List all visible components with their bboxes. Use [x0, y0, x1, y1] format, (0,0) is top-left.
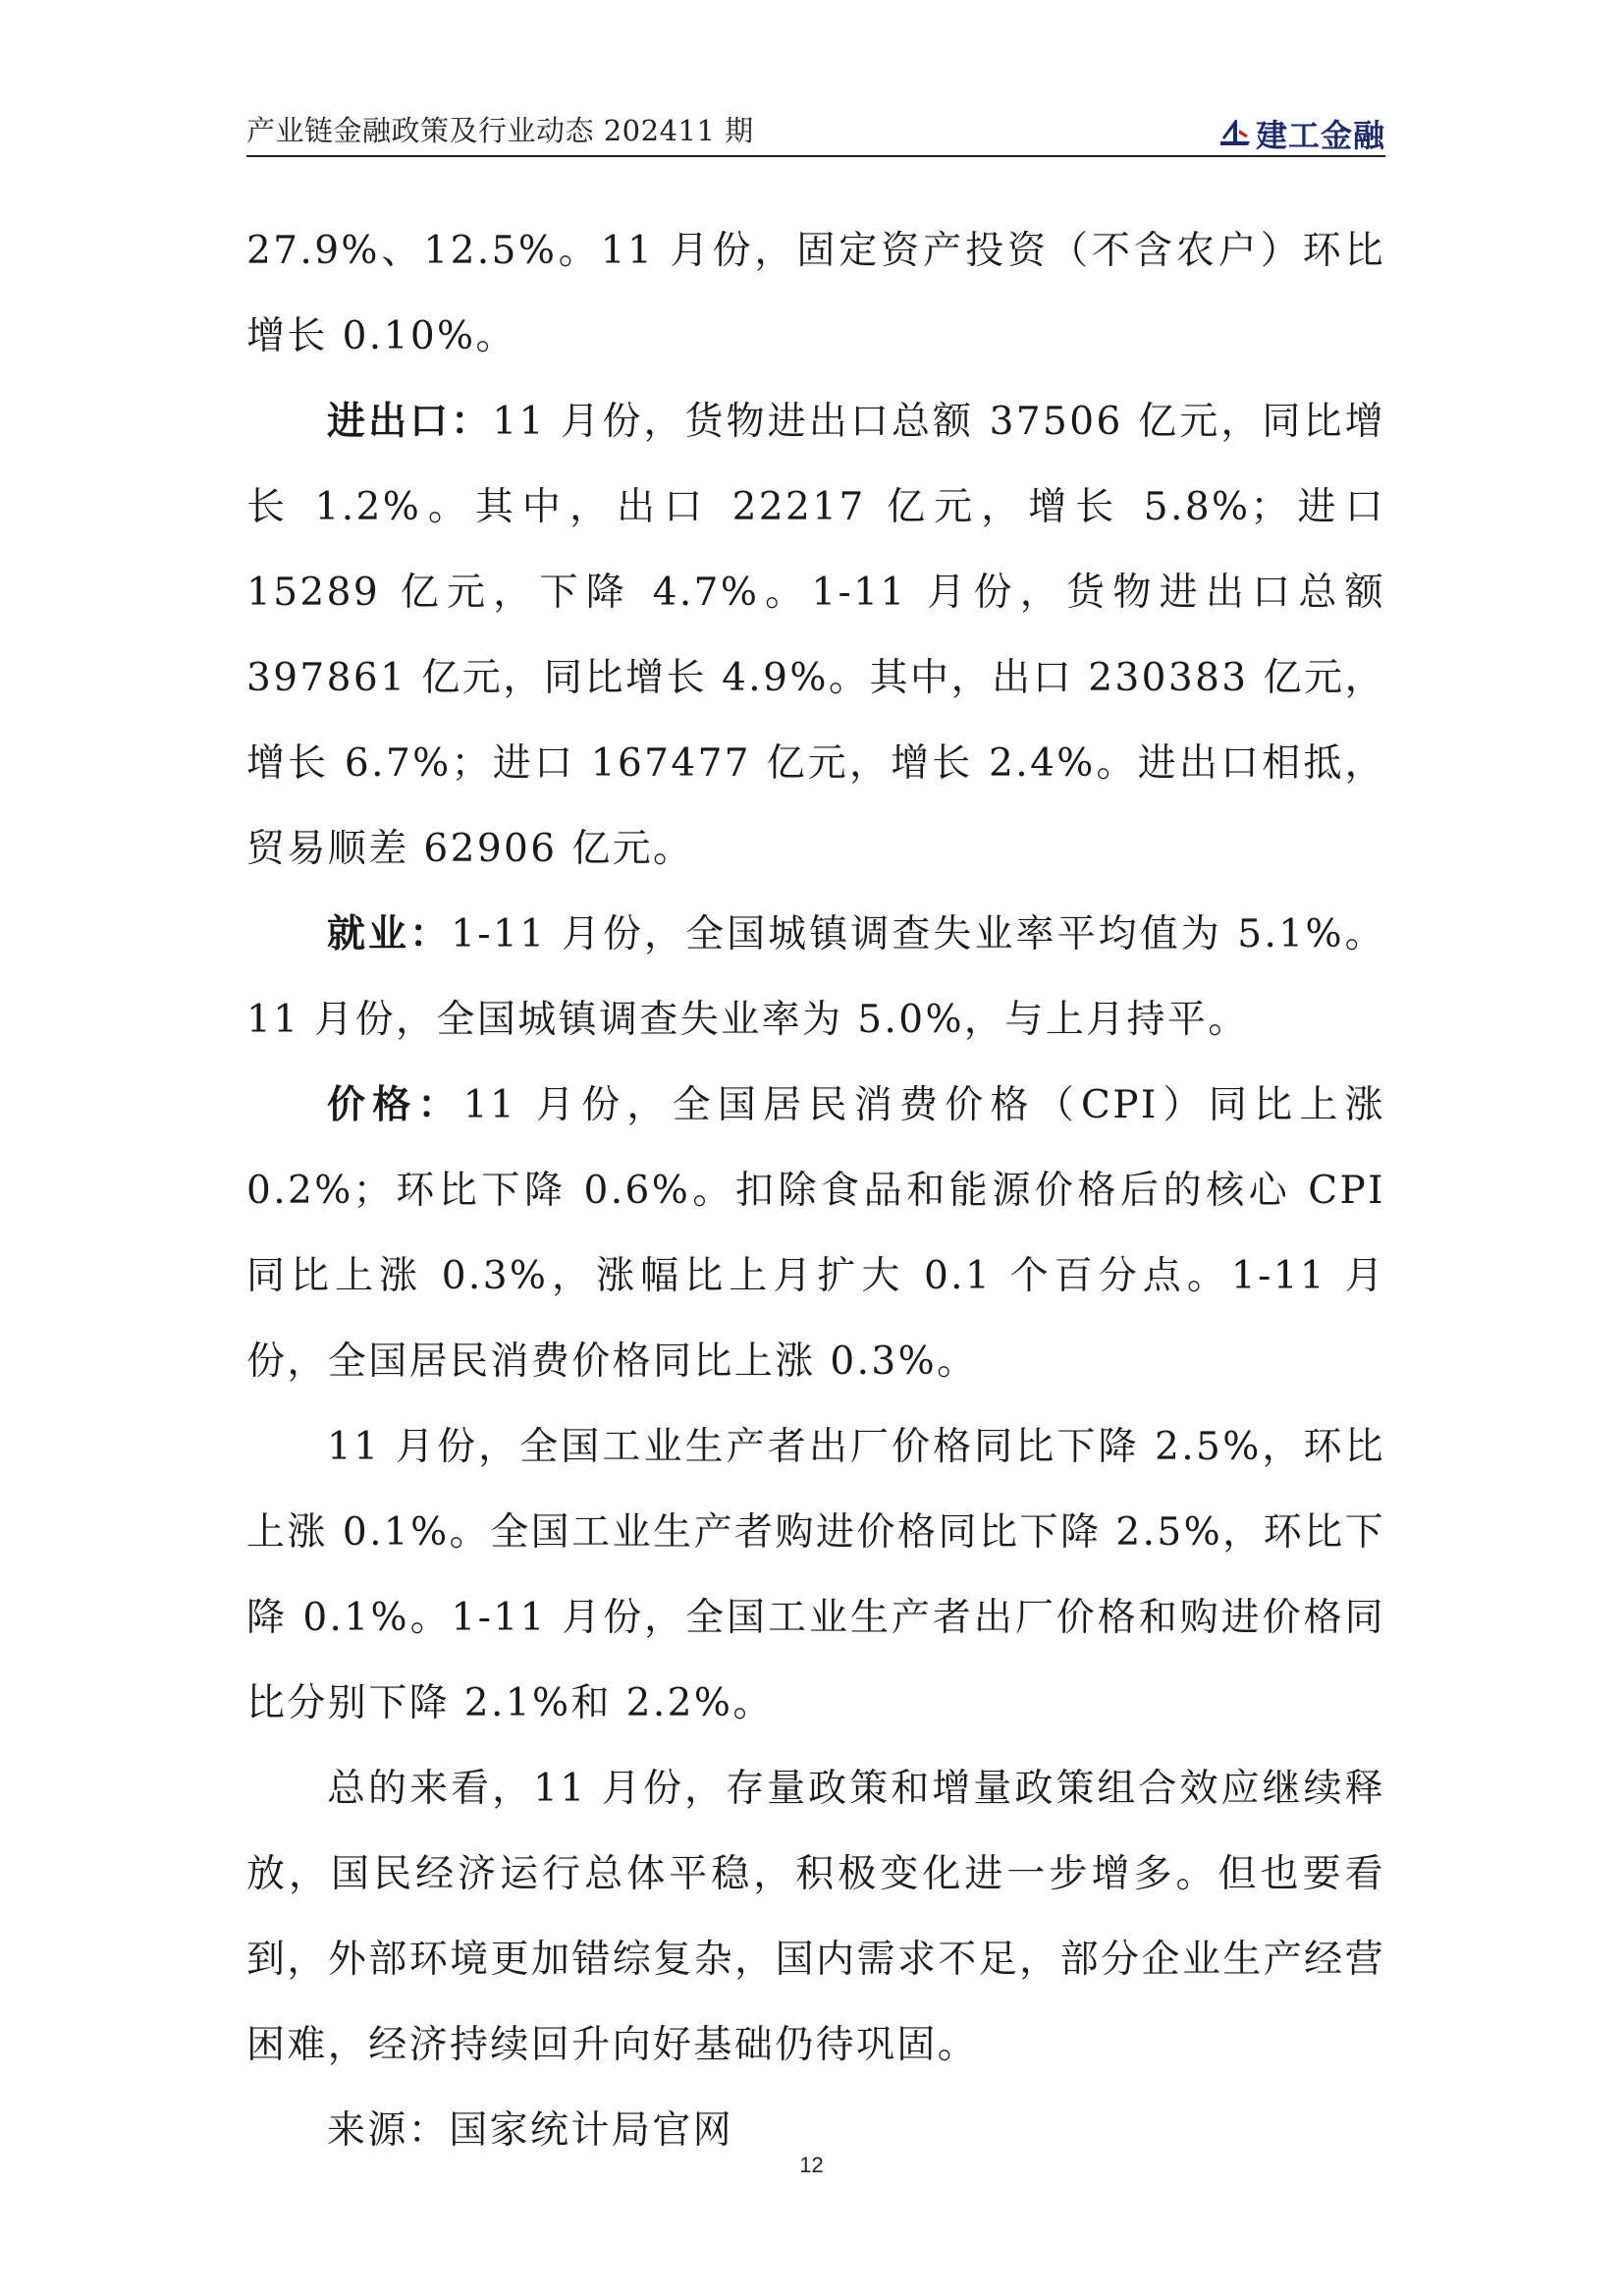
paragraph-text: 总的来看，11 月份，存量政策和增量政策组合效应继续释放，国民经济运行总体平稳，积极变化进一步增多。但也要看到，外部环境更加错综复杂，国内需求不足，部分企业生产经营困难，经济持续回升向好基础仍待巩固。	[246, 1767, 1385, 2067]
paragraph-trade	[246, 379, 1385, 892]
page-number: 12	[799, 2153, 824, 2177]
paragraph-investment-continued	[246, 208, 1385, 379]
paragraph-text: 11 月份，货物进出口总额 37506 亿元，同比增长 1.2%。其中，出口 22217 亿元，增长 5.8%；进口 15289 亿元，下降 4.7%。1-11 月份，货物进出口总额 397861 亿元，同比增长 4.9%。其中，出口 230383 亿元，增长 6.7%；进口 167477 亿元，增长 2.4%。进出口相抵，贸易顺差 62906 亿元。	[246, 400, 1385, 871]
paragraph-text: 27.9%、12.5%。11 月份，固定资产投资（不含农户）环比增长 0.10%。	[246, 229, 1385, 358]
section-lead-prices: 价格：	[327, 1083, 463, 1127]
paragraph-prices	[246, 1063, 1385, 1404]
page-header	[246, 110, 1385, 157]
header-title: 产业链金融政策及行业动态 202411 期	[246, 114, 754, 147]
paragraph-text: 1-11 月份，全国城镇调查失业率平均值为 5.1%。11 月份，全国城镇调查失业率为 5.0%，与上月持平。	[246, 912, 1386, 1042]
header-brand	[1218, 116, 1385, 154]
section-lead-employment: 就业：	[327, 912, 452, 957]
document-body	[246, 208, 1385, 2173]
paragraph-text: 11 月份，全国居民消费价格（CPI）同比上涨 0.2%；环比下降 0.6%。扣除食品和能源价格后的核心 CPI 同比上涨 0.3%，涨幅比上月扩大 0.1 个百分点。1-11 月份，全国居民消费价格同比上涨 0.3%。	[246, 1083, 1386, 1384]
section-lead-trade: 进出口：	[327, 400, 493, 444]
cscec-logo-icon	[1218, 116, 1252, 151]
paragraph-text: 11 月份，全国工业生产者出厂价格同比下降 2.5%，环比上涨 0.1%。全国工业生产者购进价格同比下降 2.5%，环比下降 0.1%。1-11 月份，全国工业生产者出厂价格和购进价格同比分别下降 2.1%和 2.2%。	[246, 1425, 1385, 1725]
brand-name: 建工金融	[1255, 117, 1385, 154]
paragraph-summary	[246, 1746, 1385, 2088]
paragraph-employment	[246, 892, 1385, 1063]
paragraph-ppi	[246, 1404, 1385, 1746]
paragraph-text: 来源：国家统计局官网	[327, 2108, 734, 2153]
